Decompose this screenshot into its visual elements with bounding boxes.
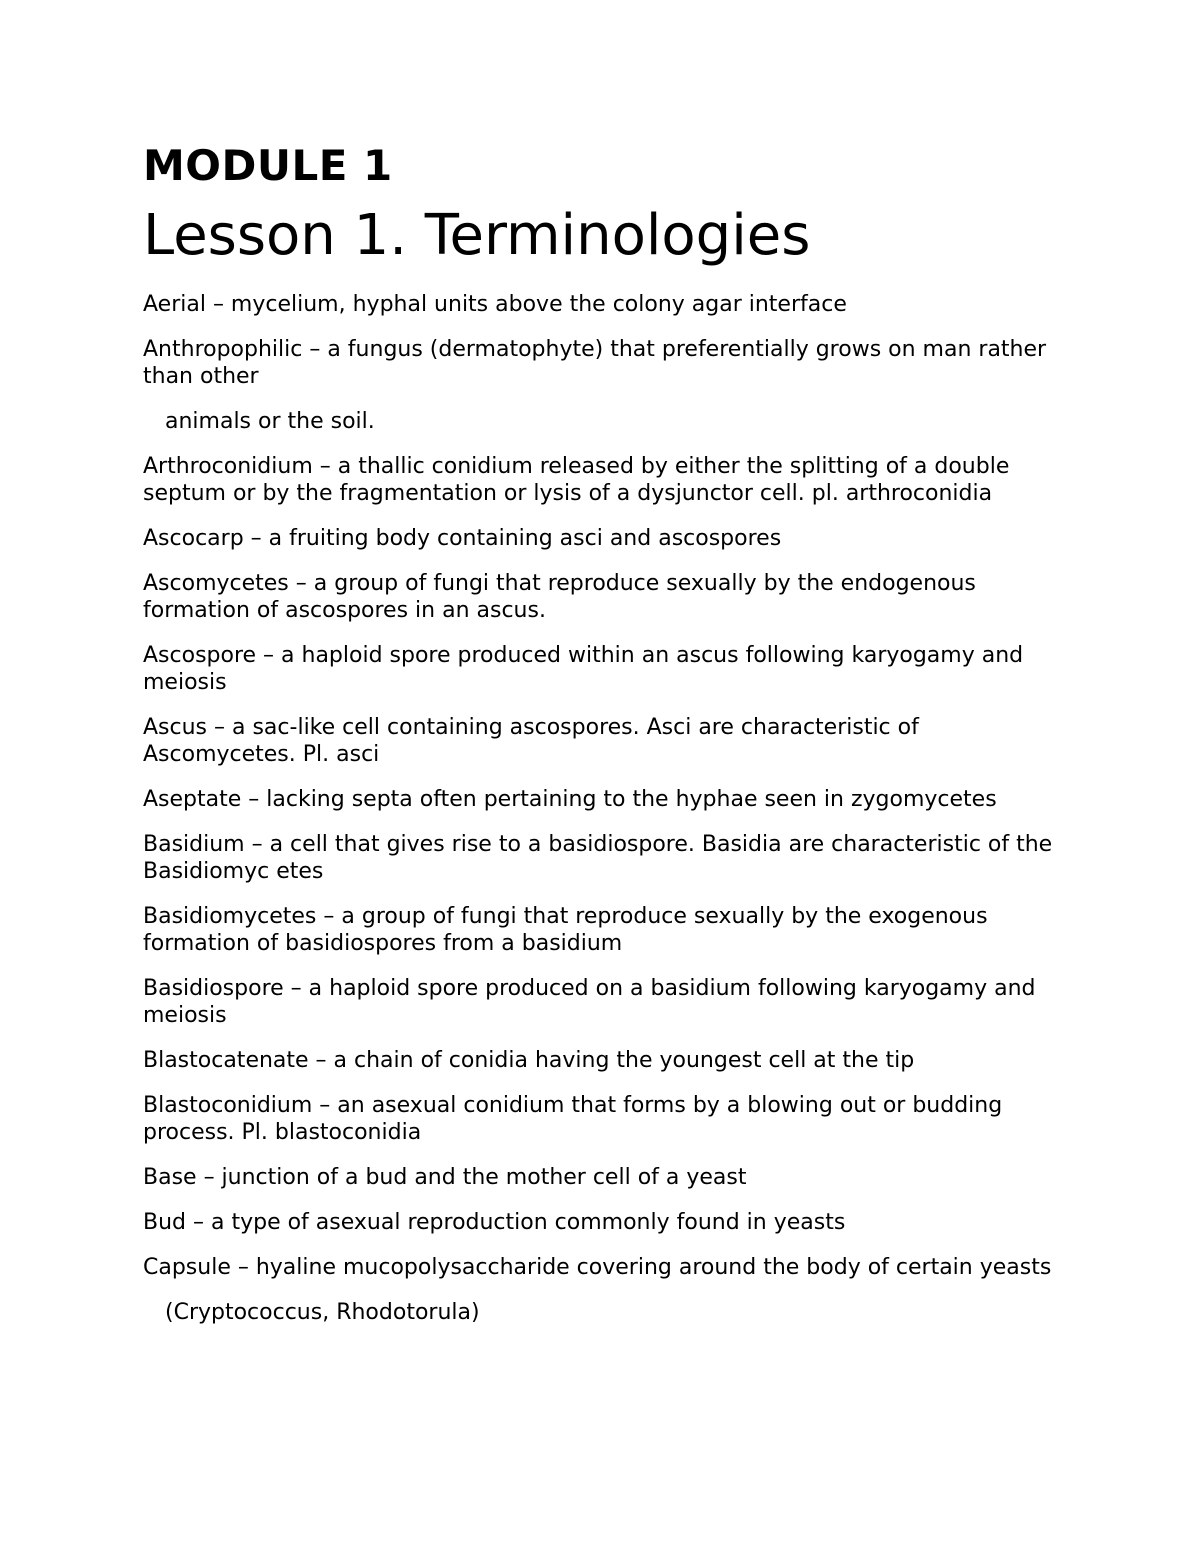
term-paragraph: Basidium – a cell that gives rise to a basidiospore. Basidia are characteristic of the Basidiomyc etes bbox=[143, 832, 1053, 884]
term-paragraph: Ascus – a sac-like cell containing ascospores. Asci are characteristic of Ascomycetes. Pl. asci bbox=[143, 715, 919, 767]
term-paragraph: Ascomycetes – a group of fungi that reproduce sexually by the endogenous formation of ascospores in an ascus. bbox=[143, 571, 976, 623]
term-paragraph: Anthropophilic – a fungus (dermatophyte) that preferentially grows on man rather than other bbox=[143, 337, 1047, 389]
term-paragraph-continuation: (Cryptococcus, Rhodotorula) bbox=[165, 1300, 480, 1325]
term-paragraph: Aerial – mycelium, hyphal units above the colony agar interface bbox=[143, 292, 847, 317]
term-paragraph: Ascocarp – a fruiting body containing asci and ascospores bbox=[143, 526, 782, 551]
terminology-list bbox=[143, 291, 1073, 1326]
term-paragraph: Arthroconidium – a thallic conidium released by either the splitting of a double septum or by the fragmentation or lysis of a dysjunctor cell. pl. arthroconidia bbox=[143, 454, 1010, 506]
term-paragraph: Basidiomycetes – a group of fungi that reproduce sexually by the exogenous formation of basidiospores from a basidium bbox=[143, 904, 988, 956]
term-paragraph-continuation: animals or the soil. bbox=[165, 409, 375, 434]
term-paragraph: Ascospore – a haploid spore produced within an ascus following karyogamy and meiosis bbox=[143, 643, 1024, 695]
document-page bbox=[143, 140, 1073, 1344]
term-paragraph: Blastoconidium – an asexual conidium that forms by a blowing out or budding process. Pl. blastoconidia bbox=[143, 1093, 1003, 1145]
lesson-title: Lesson 1. Terminologies bbox=[143, 203, 811, 268]
term-paragraph: Blastocatenate – a chain of conidia having the youngest cell at the tip bbox=[143, 1048, 915, 1073]
term-paragraph: Aseptate – lacking septa often pertaining to the hyphae seen in zygomycetes bbox=[143, 787, 997, 812]
term-paragraph: Base – junction of a bud and the mother cell of a yeast bbox=[143, 1165, 747, 1190]
term-paragraph: Basidiospore – a haploid spore produced on a basidium following karyogamy and meiosis bbox=[143, 976, 1036, 1028]
term-paragraph: Bud – a type of asexual reproduction commonly found in yeasts bbox=[143, 1210, 846, 1235]
module-title: MODULE 1 bbox=[143, 141, 393, 190]
term-paragraph: Capsule – hyaline mucopolysaccharide covering around the body of certain yeasts bbox=[143, 1255, 1052, 1280]
